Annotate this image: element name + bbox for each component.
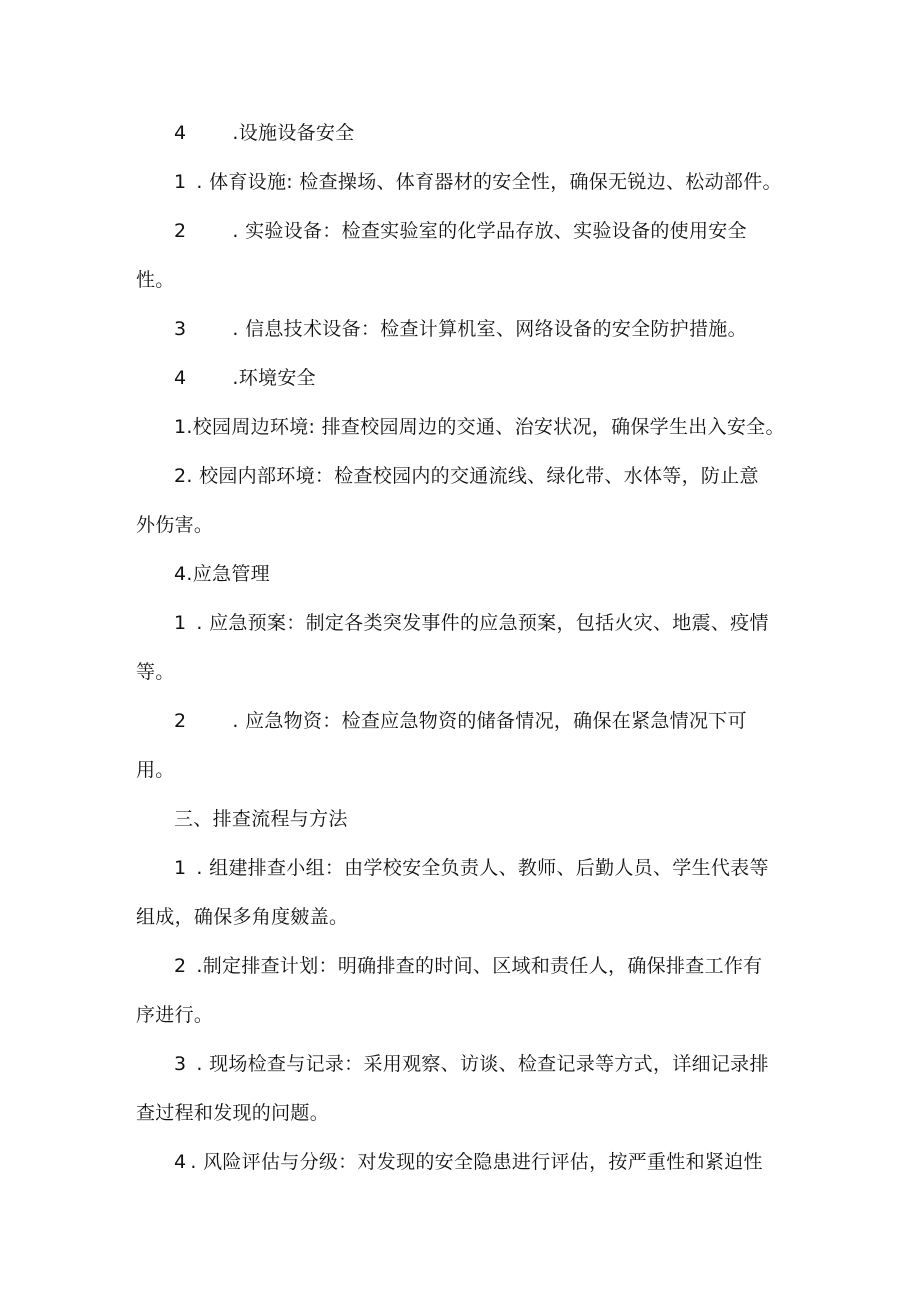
line-text: . 实验设备：检查实验室的化学品存放、实验设备的使用安全 [232, 220, 747, 242]
heading-environment-safety [174, 365, 316, 391]
item-number: 3 [174, 318, 187, 340]
line-text: . 信息技术设备：检查计算机室、网络设备的安全防护措施。 [232, 318, 747, 340]
line-text: . 组建排查小组：由学校安全负责人、教师、后勤人员、学生代表等 [196, 857, 769, 879]
line-text: .设施设备安全 [232, 122, 355, 144]
paragraph-line [174, 316, 747, 342]
paragraph-line [136, 512, 213, 538]
item-number: 1 [174, 612, 187, 634]
paragraph-line [174, 953, 762, 979]
line-text: . 体育设施: 检查操场、体育器材的安全性，确保无锐边、松动部件。 [196, 171, 782, 193]
paragraph-line [136, 1100, 329, 1126]
item-number: 1 [174, 171, 187, 193]
line-text: 性。 [136, 269, 175, 291]
paragraph-line [174, 708, 747, 734]
line-text: 三、排查流程与方法 [174, 808, 348, 830]
item-number: 4 [174, 367, 187, 389]
paragraph-line [136, 757, 175, 783]
line-text: . 现场检查与记录：采用观察、访谈、检查记录等方式，详细记录排 [196, 1053, 769, 1075]
line-text: 组成，确保多角度皴盖。 [136, 906, 349, 928]
line-text: . 应急物资：检查应急物资的储备情况，确保在紧急情况下可 [232, 710, 747, 732]
item-number: 4 [174, 122, 187, 144]
line-text: 4.应急管理 [174, 563, 270, 585]
paragraph-line [174, 855, 769, 881]
line-text: . 应急预案：制定各类突发事件的应急预案，包括火灾、地震、疫情 [196, 612, 769, 634]
paragraph-line [174, 414, 785, 440]
paragraph-line [136, 659, 175, 685]
line-text: .制定排查计划：明确排查的时间、区域和责任人，确保排查工作有 [196, 955, 763, 977]
paragraph-line [174, 463, 759, 489]
paragraph-line [174, 169, 782, 195]
line-text: 查过程和发现的问题。 [136, 1102, 330, 1124]
line-text: 2. 校园内部环境：检查校园内的交通流线、绿化带、水体等，防止意 [174, 465, 759, 487]
line-text: 用。 [136, 759, 175, 781]
item-number: 1 [174, 857, 187, 879]
heading-emergency-management [174, 561, 270, 587]
line-text: 外伤害。 [136, 514, 214, 536]
line-text: 等。 [136, 661, 175, 683]
item-number: 2 [174, 710, 187, 732]
line-text: .环境安全 [232, 367, 316, 389]
line-text: 序进行。 [136, 1004, 214, 1026]
paragraph-line [174, 610, 769, 636]
paragraph-line [136, 1002, 213, 1028]
paragraph-line [174, 1051, 769, 1077]
line-text: 1.校园周边环境: 排查校园周边的交通、治安状况，确保学生出入安全。 [174, 416, 785, 438]
line-text: . 风险评估与分级：对发现的安全隐患进行评估，按严重性和紧迫性 [190, 1151, 763, 1173]
item-number: 4 [174, 1151, 187, 1173]
item-number: 2 [174, 220, 187, 242]
section-heading-process [174, 806, 348, 832]
paragraph-line [136, 904, 348, 930]
paragraph-line [174, 1149, 763, 1175]
paragraph-line [174, 218, 747, 244]
item-number: 2 [174, 955, 187, 977]
heading-facilities-safety [174, 120, 355, 146]
paragraph-line [136, 267, 175, 293]
item-number: 3 [174, 1053, 187, 1075]
